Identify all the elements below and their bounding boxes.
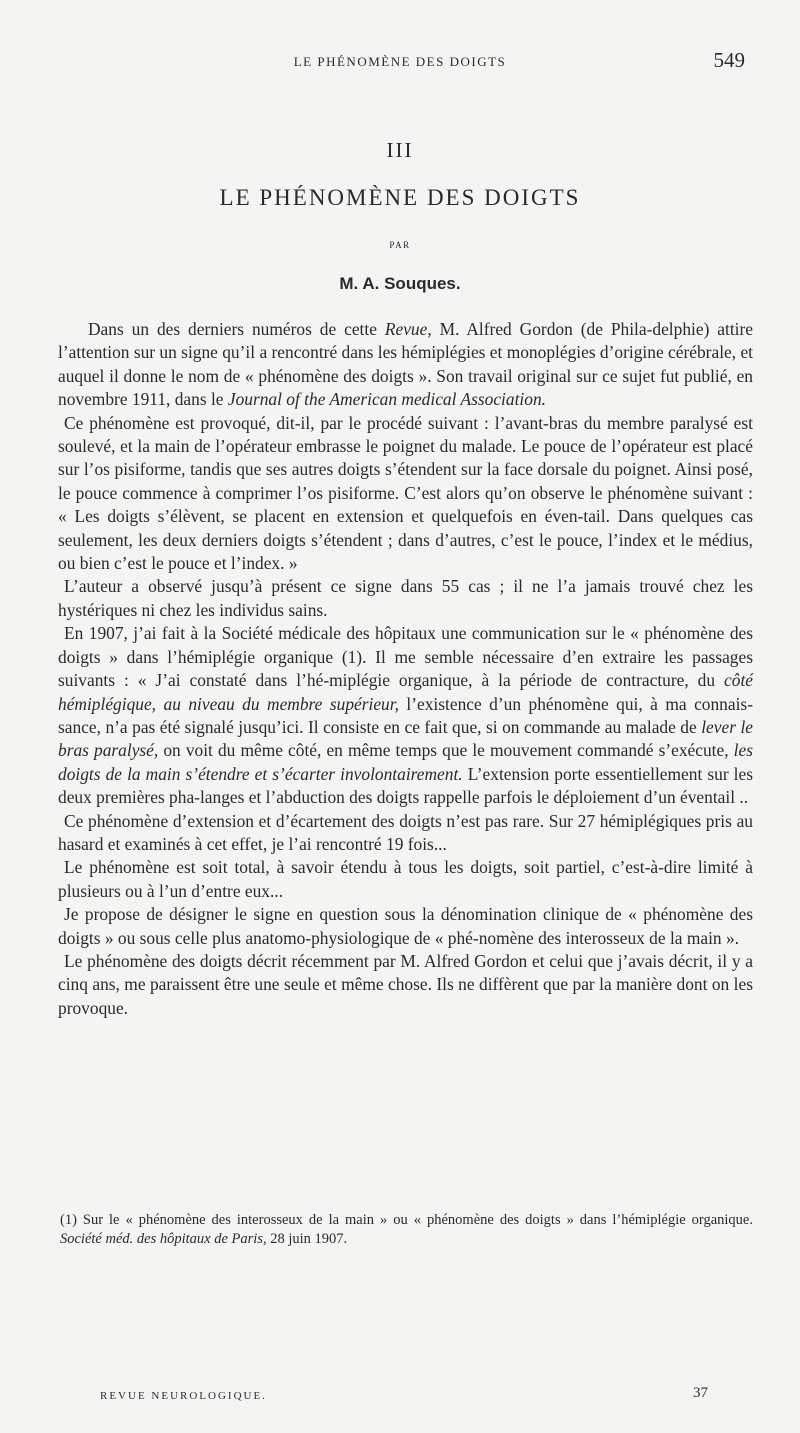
text-run: L’extension porte essentiellement sur les deux premières pha-langes et l’abduction des doigts rappelle parfois le déploiement d’un éventail .. <box>58 763 753 808</box>
text-run: 28 juin 1907. <box>266 1231 348 1247</box>
author-name: M. A. Souques. <box>339 274 461 293</box>
footnote-text <box>60 1211 753 1249</box>
section-number: III <box>386 138 414 162</box>
running-head <box>0 48 800 72</box>
text-run: L’auteur a observé jusqu’à présent ce signe dans 55 cas ; il ne l’a jamais trouvé chez les hystériques ni chez les individus sains. <box>58 576 753 620</box>
paragraph <box>58 622 753 809</box>
article-body <box>58 318 753 1020</box>
paragraph <box>58 810 753 857</box>
paragraph <box>58 856 753 903</box>
by-line: PAR <box>389 240 411 250</box>
text-run: M. Alfred Gordon (de Phila-delphie) attire l’attention sur un signe qu’il a rencontré dans les hémiplégies et monoplégies d’origine cérébrale, et auquel il donne le nom de « phénomène des doigts ». Son travail original sur ce sujet fut publié, en novembre 1911, dans le <box>58 319 753 410</box>
text-run: l’existence d’un phénomène qui, à ma connais-sance, n’a pas été signalé jusqu’ici. Il consiste en ce fait que, si on commande au malade de <box>58 693 753 737</box>
italic-text-run: Société méd. des hôpitaux de Paris, <box>60 1231 267 1247</box>
journal-name-footer: REVUE NEUROLOGIQUE. <box>100 1390 267 1402</box>
footnote <box>60 1211 753 1249</box>
paragraph <box>58 950 753 1020</box>
text-run: Je propose de désigner le signe en question sous la dénomination clinique de « phénomène des doigts » ou sous celle plus anatomo-physiologique de « phé-nomène des interosseux de la main ». <box>58 904 753 948</box>
text-run: En 1907, j’ai fait à la Société médicale des hôpitaux une communication sur le « phénomène des doigts » dans l’hémiplégie organique (1). Il me semble nécessaire d’en extraire les passages suivants : « J’ai constaté dans l’hé-miplégie organique, à la période de contracture, du <box>58 623 753 691</box>
text-run: Ce phénomène d’extension et d’écartement des doigts n’est pas rare. Sur 27 hémiplégiques pris au hasard et examinés à cet effet, je l’ai rencontré 19 fois... <box>58 810 753 854</box>
paragraph <box>58 575 753 622</box>
italic-text-run: côté hémiplégique, au niveau du membre supérieur, <box>58 670 753 714</box>
text-run: Dans un des derniers numéros de cette <box>88 319 385 339</box>
italic-text-run: Journal of the American medical Association. <box>227 389 546 410</box>
running-title: LE PHÉNOMÈNE DES DOIGTS <box>293 54 507 69</box>
paragraph <box>58 318 753 412</box>
italic-text-run: les doigts de la main s’étendre et s’écarter involontairement. <box>58 740 753 784</box>
text-run: Le phénomène des doigts décrit récemment par M. Alfred Gordon et celui que j’avais décrit, il y a cinq ans, me paraissent être une seule et même chose. Ils ne diffèrent que par la manière dont on les provoque. <box>58 950 753 1018</box>
paragraph <box>58 412 753 576</box>
italic-text-run: lever le bras paralysé, <box>58 716 753 761</box>
text-run: Ce phénomène est provoqué, dit-il, par le procédé suivant : l’avant-bras du membre paralysé est soulevé, et la main de l’opérateur embrasse le poignet du malade. Le pouce de l’opérateur est placé sur l’os pisiforme, tandis que ses autres doigts s’étendent sur la face dorsale du poignet. Ainsi posé, le pouce commence à comprimer l’os pisiforme. C’est alors qu’on observe le phénomène suivant : « Les doigts s’élèvent, se placent en extension et quelquefois en éven-tail. Dans quelques cas seulement, les deux derniers doigts s’étendent ; dans d’autres, c’est le pouce, l’index et le médius, ou bien c’est le pouce et l’index. » <box>58 412 753 574</box>
page-number: 549 <box>713 48 745 72</box>
text-run: Le phénomène est soit total, à savoir étendu à tous les doigts, soit partiel, c’est-à-dire limité à plusieurs ou à l’un d’entre eux... <box>58 857 753 901</box>
signature-number: 37 <box>693 1385 708 1401</box>
italic-text-run: Revue, <box>384 319 432 339</box>
text-run: (1) Sur le « phénomène des interosseux de la main » ou « phénomène des doigts » dans l’hémiplégie organique. <box>60 1212 753 1228</box>
article-title: LE PHÉNOMÈNE DES DOIGTS <box>219 185 581 210</box>
paragraph <box>58 903 753 950</box>
text-run: on voit du même côté, en même temps que le mouvement commandé s’exécute, <box>158 740 734 761</box>
